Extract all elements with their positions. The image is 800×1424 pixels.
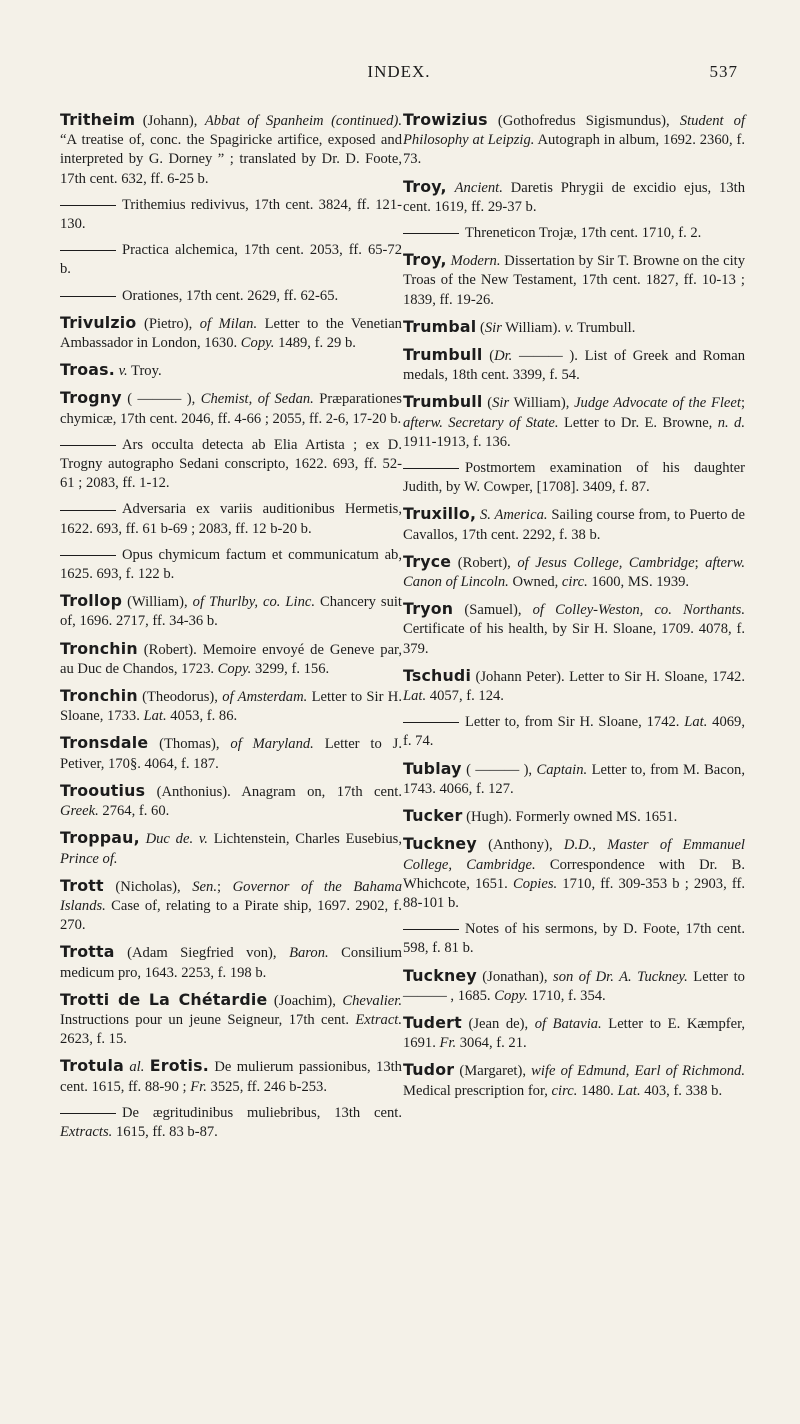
entry-text: Letter to J. Petiver, 170§. 4064, f. 187. <box>60 736 402 772</box>
entry-italic-text: of Colley-Weston, co. Northants. <box>532 602 746 619</box>
entry-italic-text: of Jesus College, Cambridge <box>517 554 695 571</box>
ditto-rule <box>60 250 116 251</box>
entry-text: William), <box>509 395 575 412</box>
entry-italic-text: afterw. Secretary of State. <box>403 414 559 431</box>
entry-text: Orationes, 17th cent. 2629, ff. 62-65. <box>122 287 339 304</box>
index-entry <box>60 313 402 353</box>
entry-text: Practica alchemica, 17th cent. 2053, ff. 65-72 b. <box>60 242 402 278</box>
entry-italic-text: Modern. <box>450 253 501 270</box>
index-entry <box>60 686 402 726</box>
entry-text: Certificate of his health, by Sir H. Sloane, 1709. 4078, f. 379. <box>403 621 745 657</box>
entry-text: ; <box>216 878 233 895</box>
ditto-rule <box>403 233 459 234</box>
entry-text: Letter to, from M. Bacon, 1743. 4066, f. 127. <box>403 761 745 797</box>
entry-text: (Robert). Memoire envoyé de Geneve par, au Duc de Chandos, 1723. <box>60 641 402 677</box>
index-subentry <box>60 1104 402 1142</box>
entry-italic-text: Baron. <box>289 945 329 962</box>
entry-heading: Trooutius <box>60 780 146 800</box>
entry-text: (Jean de), <box>468 1015 535 1032</box>
entry-text: (Jonathan), <box>482 968 554 985</box>
entry-text: ( ——— ), <box>466 761 537 778</box>
ditto-rule <box>403 929 459 930</box>
entry-text <box>324 113 331 129</box>
entry-text: 3525, ff. 246 b-253. <box>206 1078 327 1095</box>
entry-text: Opus chymicum factum et communicatum ab, 1625. 693, f. 122 b. <box>60 546 402 583</box>
entry-italic-text: Lat. <box>143 708 167 725</box>
entry-text: (Johann), <box>142 113 205 129</box>
entry-text: William). <box>501 319 565 336</box>
index-entry <box>60 990 402 1050</box>
entry-italic-text: Captain. <box>536 761 588 778</box>
entry-text: De ægritudinibus muliebribus, 13th cent. <box>122 1104 402 1121</box>
entry-italic-text: circ. <box>561 574 588 591</box>
entry-italic-text: D.D., Master of Emmanuel College, Cambridge. <box>403 837 745 873</box>
entry-italic-text: of Maryland. <box>230 736 314 753</box>
index-subentry <box>60 546 402 584</box>
index-entry <box>403 504 745 544</box>
running-head <box>60 62 738 86</box>
index-entry <box>60 110 402 189</box>
entry-italic-text: Lat. <box>403 688 427 705</box>
page-title: INDEX. <box>367 62 431 81</box>
entry-heading: Tritheim <box>60 110 136 129</box>
entry-italic-text: circ. <box>551 1082 578 1099</box>
entry-heading: Tucker <box>403 806 463 826</box>
entry-text: Dissertation by Sir T. Browne on the city Troas of the New Testament, 17th cent. 1827, ff. 10-13 ; 1839, ff. 19-26. <box>403 253 746 308</box>
entry-heading: Tuckney <box>403 834 477 854</box>
entry-heading: Troas. <box>60 360 115 380</box>
entry-italic-text: n. d. <box>717 414 745 431</box>
entry-text: Letter to E. Kæmpfer, 1691. <box>403 1015 745 1052</box>
entry-italic-text: S. America. <box>479 507 548 524</box>
entry-text: 1911-1913, f. 136. <box>403 433 511 450</box>
index-entry <box>60 1056 402 1096</box>
index-entry <box>403 110 745 170</box>
entry-italic-text: Lat. <box>617 1082 641 1099</box>
entry-heading: Trogny <box>60 388 122 408</box>
entry-heading: Trivulzio <box>60 312 137 332</box>
entry-text: (Adam Siegfried von), <box>127 945 290 962</box>
index-entry <box>403 666 745 706</box>
entry-text: Letter to Dr. E. Browne, <box>558 414 718 431</box>
index-entry <box>60 639 402 679</box>
entry-text: ( ——— ), <box>127 391 201 408</box>
entry-heading: Tryon <box>403 599 454 619</box>
ditto-rule <box>60 1113 116 1114</box>
ditto-rule <box>60 510 116 511</box>
index-entry <box>403 806 745 827</box>
index-entry <box>60 733 402 773</box>
index-entry <box>403 177 745 217</box>
entry-text: (Nicholas), <box>115 878 193 895</box>
ditto-rule <box>60 205 116 206</box>
index-entry <box>403 317 745 338</box>
page-number: 537 <box>709 62 738 81</box>
entry-text: ——— ). List of Greek and Roman medals, 18th cent. 3399, f. 54. <box>403 348 745 384</box>
entry-italic-text: Lat. <box>684 714 708 731</box>
entry-text: 3299, f. 156. <box>251 660 330 677</box>
entry-text: Instructions pour un jeune Seigneur, 17th cent. <box>60 1011 356 1028</box>
entry-text: 403, f. 338 b. <box>640 1082 723 1099</box>
entry-italic-text: Student of Philosophy at Leipzig. <box>403 113 745 149</box>
index-entry <box>60 828 402 868</box>
index-entry <box>403 250 745 310</box>
entry-heading: Trumbull <box>403 345 483 365</box>
entry-text: Chancery suit of, 1696. 2717, ff. 34-36 b. <box>60 594 402 630</box>
entry-italic-text: of Amsterdam. <box>222 689 308 706</box>
entry-italic-text: Sen. <box>192 878 217 895</box>
entry-italic-text: son of Dr. A. Tuckney. <box>553 968 688 985</box>
entry-text: Troy. <box>127 363 162 380</box>
index-entry <box>403 759 745 799</box>
entry-heading: Tschudi <box>403 665 472 685</box>
entry-text: (Theodorus), <box>142 689 223 706</box>
entry-text: (Robert), <box>457 554 518 571</box>
entry-text: Lichtenstein, Charles Eusebius, <box>207 831 402 848</box>
index-entry <box>60 942 402 982</box>
entry-text: Owned, <box>508 574 562 591</box>
entry-text: Trumbull. <box>573 319 636 336</box>
entry-text: Præparationes chymicæ, 17th cent. 2046, ff. 4-66 ; 2055, ff. 2-6, 17-20 b. <box>60 391 402 427</box>
index-entry <box>403 552 745 592</box>
entry-text: (Thomas), <box>159 736 231 753</box>
entry-text: Trithemius redivivus, 17th cent. 3824, ff. 121-130. <box>60 196 402 233</box>
index-entry <box>60 388 402 428</box>
index-entry <box>403 599 745 659</box>
entry-text: Letter to, from Sir H. Sloane, 1742. <box>465 714 685 731</box>
index-entry <box>60 360 402 381</box>
entry-text: Correspondence with Dr. B. Whichcote, 1651. <box>403 856 745 892</box>
entry-italic-text: Copy. <box>217 660 252 677</box>
entry-italic-text: Copy. <box>240 335 275 352</box>
entry-italic-text: Ancient. <box>454 179 503 196</box>
index-subentry <box>60 436 402 494</box>
entry-italic-text: Fr. <box>439 1035 457 1052</box>
entry-heading: Tronchin <box>60 638 138 658</box>
entry-text: Letter to ——— , 1685. <box>403 968 745 1004</box>
index-subentry <box>60 287 402 306</box>
index-subentry <box>403 459 745 497</box>
entry-text: (Joachim), <box>273 992 343 1009</box>
entry-text: Case of, relating to a Pirate ship, 1697. 2902, f. 270. <box>60 897 402 934</box>
entry-heading: Trowizius <box>403 110 488 129</box>
entry-text: (Anthonius). Anagram on, 17th cent. <box>156 783 402 800</box>
entry-italic-text: Dr. <box>494 348 513 365</box>
entry-text: 4057, f. 124. <box>426 688 504 705</box>
entry-italic-text: of Milan. <box>199 315 258 332</box>
entry-text: (Gothofredus Sigismundus), <box>497 113 680 129</box>
entry-heading: Trumbull <box>403 392 483 412</box>
index-entry <box>60 591 402 631</box>
entry-heading: Trott <box>60 875 104 895</box>
entry-heading: Trotula <box>60 1056 124 1076</box>
entry-heading: Tudor <box>403 1060 455 1080</box>
entry-text: Notes of his sermons, by D. Foote, 17th cent. 598, f. 81 b. <box>403 921 745 957</box>
entry-italic-text: Copy. <box>494 987 528 1004</box>
entry-italic-text: Sir <box>484 319 502 336</box>
entry-italic-text: v. <box>198 831 208 848</box>
entry-italic-text: Fr. <box>190 1078 207 1095</box>
entry-italic-text: Chemist, of Sedan. <box>200 391 314 408</box>
index-entry <box>403 392 745 452</box>
entry-text: (William), <box>127 594 193 611</box>
entry-text: 1480. <box>577 1082 618 1099</box>
entry-heading: Trotti de La Chétardie <box>60 989 268 1009</box>
entry-text: De mulierum passionibus, 13th cent. 1615, ff. 88-90 ; <box>60 1059 402 1095</box>
entry-heading: Tryce <box>403 551 452 571</box>
entry-italic-text: Abbat of Spanheim <box>204 113 324 129</box>
entry-text: 1489, f. 29 b. <box>274 335 356 352</box>
entry-italic-text: v. <box>118 363 128 380</box>
entry-text: (Samuel), <box>464 602 533 619</box>
entry-italic-text: of Batavia. <box>534 1015 602 1032</box>
entry-italic-text: Greek. <box>60 803 99 820</box>
ditto-rule <box>60 555 116 556</box>
entry-text: (Pietro), <box>143 315 200 332</box>
entry-text: Daretis Phrygii de excidio ejus, 13th cent. 1619, ff. 29-37 b. <box>403 179 746 215</box>
entry-heading: Troy, <box>403 176 447 196</box>
entry-italic-text: of Thurlby, co. Linc. <box>192 594 316 611</box>
entry-text: Threneticon Trojæ, 17th cent. 1710, f. 2. <box>465 225 702 242</box>
index-subentry <box>403 920 745 958</box>
entry-italic-text: Extract. <box>355 1011 402 1028</box>
entry-heading: Truxillo, <box>403 504 477 524</box>
entry-text: 1615, ff. 83 b-87. <box>112 1123 218 1140</box>
entry-text: ( <box>487 395 493 412</box>
entry-italic-text: al. <box>129 1059 145 1076</box>
entry-text: Autograph in album, 1692. 2360, f. 73. <box>403 132 745 168</box>
entry-text: Letter to Sir H. Sloane, 1733. <box>60 689 402 725</box>
entry-text: 1600, MS. 1939. <box>587 574 690 591</box>
entry-text: ; <box>694 554 706 571</box>
entry-text: Ars occulta detecta ab Elia Artista ; ex D. Trogny autographo Sedani conscripto, 1622. 693, ff. 52-61 ; 2083, ff. 1-12. <box>60 436 402 492</box>
entry-italic-text: Judge Advocate of the Fleet <box>574 395 741 412</box>
ditto-rule <box>60 296 116 297</box>
entry-italic-text: Governor of the Bahama Islands. <box>60 878 402 914</box>
entry-heading: Trotta <box>60 942 115 962</box>
ditto-rule <box>403 722 459 723</box>
index-entry <box>403 1060 745 1100</box>
left-column <box>60 110 402 1149</box>
entry-italic-text: v. <box>564 319 574 336</box>
ditto-rule <box>60 445 116 446</box>
entry-text: “A treatise of, conc. the Spagiricke artifice, exposed and interpreted by G. Dorney ” ; translated by Dr. D. Foote, 17th cent. 632, ff. 6-25 b. <box>60 132 402 187</box>
entry-italic-text: Copies. <box>512 875 558 892</box>
index-subentry <box>403 713 745 751</box>
entry-heading: Tuckney <box>403 965 477 985</box>
entry-text: 2623, f. 15. <box>60 1031 127 1048</box>
entry-text: Letter to the Venetian Ambassador in London, 1630. <box>60 315 402 352</box>
entry-heading: Tronchin <box>60 686 138 706</box>
index-entry <box>403 966 745 1006</box>
entry-italic-text: afterw. Canon of Lincoln. <box>403 554 746 591</box>
entry-text: 1710, ff. 309-353 b ; 2903, ff. 88-101 b. <box>403 875 745 911</box>
entry-text: Consilium medicum pro, 1643. 2253, f. 198 b. <box>60 945 402 981</box>
entry-italic-text: Duc de. <box>145 831 194 848</box>
index-entry <box>60 876 402 936</box>
entry-heading: Tublay <box>403 758 462 778</box>
ditto-rule <box>403 468 459 469</box>
entry-heading: Troppau, <box>60 828 140 848</box>
entry-text: Medical prescription for, <box>403 1082 552 1099</box>
index-subentry <box>403 224 745 243</box>
index-subentry <box>60 500 402 538</box>
index-subentry <box>60 241 402 279</box>
entry-italic-text: (continued). <box>331 113 402 129</box>
entry-heading: Trollop <box>60 591 123 611</box>
entry-text: 4069, f. 74. <box>403 714 745 750</box>
entry-text: (Anthony), <box>488 837 564 854</box>
entry-italic-text: Sir <box>492 395 510 412</box>
index-entry <box>60 781 402 821</box>
entry-text: 3064, f. 21. <box>456 1035 527 1052</box>
entry-text: 1710, f. 354. <box>527 987 606 1004</box>
entry-text: (Hugh). Formerly owned MS. 1651. <box>466 809 678 826</box>
entry-italic-text: Prince of. <box>60 850 118 867</box>
entry-italic-text: wife of Edmund, Earl of Richmond. <box>531 1063 746 1080</box>
index-subentry <box>60 196 402 234</box>
entry-text: 4053, f. 86. <box>166 708 238 725</box>
index-entry <box>403 1013 745 1053</box>
entry-heading: Trumbal <box>403 316 477 336</box>
entry-text: (Margaret), <box>459 1063 532 1080</box>
entry-text: (Johann Peter). Letter to Sir H. Sloane, 1742. <box>475 668 745 685</box>
entry-text: 2764, f. 60. <box>98 803 170 820</box>
entry-italic-text: Chevalier. <box>342 992 402 1009</box>
entry-heading: Tronsdale <box>60 733 149 753</box>
entry-text: Postmortem examination of his daughter Judith, by W. Cowper, [1708]. 3409, f. 87. <box>403 460 745 496</box>
entry-heading: Troy, <box>403 250 447 270</box>
entry-text: Erotis. <box>149 1056 209 1076</box>
entry-heading: Tudert <box>403 1012 462 1032</box>
entry-text: ; <box>740 395 745 412</box>
entry-text: ( <box>489 348 495 365</box>
entry-text: ( <box>479 319 485 336</box>
index-entry <box>403 834 745 913</box>
entry-italic-text: Extracts. <box>60 1123 113 1140</box>
index-entry <box>403 345 745 385</box>
entry-text: Sailing course from, to Puerto de Cavallos, 17th cent. 2292, f. 38 b. <box>403 507 745 543</box>
entry-text: Adversaria ex variis auditionibus Hermetis, 1622. 693, ff. 61 b-69 ; 2083, ff. 12 b-20 b. <box>60 501 402 537</box>
right-column <box>403 110 745 1108</box>
